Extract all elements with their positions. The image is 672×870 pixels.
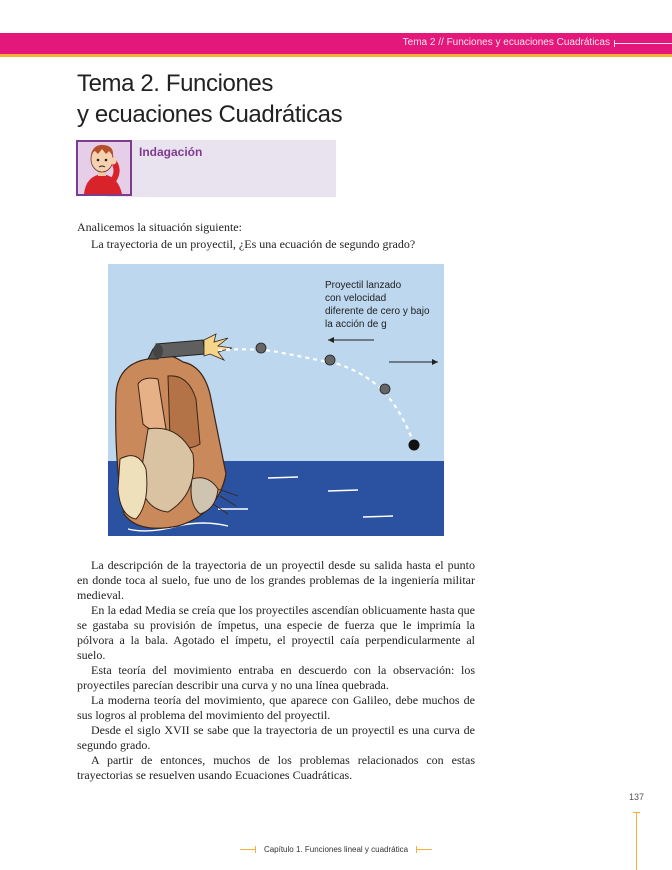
footer-rule-right <box>416 849 432 850</box>
figure-caption-line: diferente de cero y bajo <box>325 306 430 317</box>
figure-caption-line: Proyectil lanzado <box>325 280 402 291</box>
paragraph: A partir de entonces, muchos de los problemas relacionados con estas trayectorias se resuelven usando Ecuaciones Cuadráticas. <box>77 753 475 782</box>
running-title: Tema 2 // Funciones y ecuaciones Cuadráticas <box>402 37 610 48</box>
footer <box>0 845 672 854</box>
header-accent-line <box>0 54 672 57</box>
footer-chapter-title: Funciones lineal y cuadrática <box>304 845 409 854</box>
page-title-line2: y ecuaciones Cuadráticas <box>77 101 343 128</box>
intro-question: La trayectoria de un proyectil, ¿Es una ecuación de segundo grado? <box>91 237 416 251</box>
section-label: Indagación <box>139 145 203 159</box>
section-banner <box>76 140 336 197</box>
intro-text <box>77 219 415 253</box>
body-text <box>77 558 475 783</box>
footer-rule-left <box>240 849 256 850</box>
paragraph: Esta teoría del movimiento entraba en descuerdo con la observación: los proyectiles parecían describir una curva y no una línea quebrada. <box>77 663 475 692</box>
page-title <box>77 68 342 130</box>
page-number: 137 <box>628 792 644 802</box>
side-rule <box>636 812 637 870</box>
paragraph: Desde el siglo XVII se sabe que la trayectoria de un proyectil es una curva de segundo grado. <box>77 723 475 752</box>
running-title-rule <box>614 43 672 44</box>
page-title-line1: Tema 2. Funciones <box>77 70 273 97</box>
figure-caption-line: la acción de g <box>325 319 387 330</box>
footer-chapter: Capítulo 1. <box>263 845 303 854</box>
paragraph: En la edad Media se creía que los proyectiles ascendían oblicuamente hasta que se gastaba su provisión de ímpetus, una especie de fuerza que le imprimía la pólvora a la bala. Agotado el ímpetu, el proyectil caía perpendicularmente al suelo. <box>77 603 475 662</box>
paragraph: La descripción de la trayectoria de un proyectil desde su salida hasta el punto en donde toca al suelo, fue uno de los grandes problemas de la ingeniería militar medieval. <box>77 558 475 602</box>
figure-caption <box>325 279 430 331</box>
figure-caption-line: con velocidad <box>325 293 387 304</box>
thinking-child-icon <box>76 140 132 196</box>
paragraph: La moderna teoría del movimiento, que aparece con Galileo, debe muchos de sus logros al problema del movimiento del proyectil. <box>77 693 475 722</box>
intro-line-1: Analicemos la situación siguiente: <box>77 220 242 234</box>
